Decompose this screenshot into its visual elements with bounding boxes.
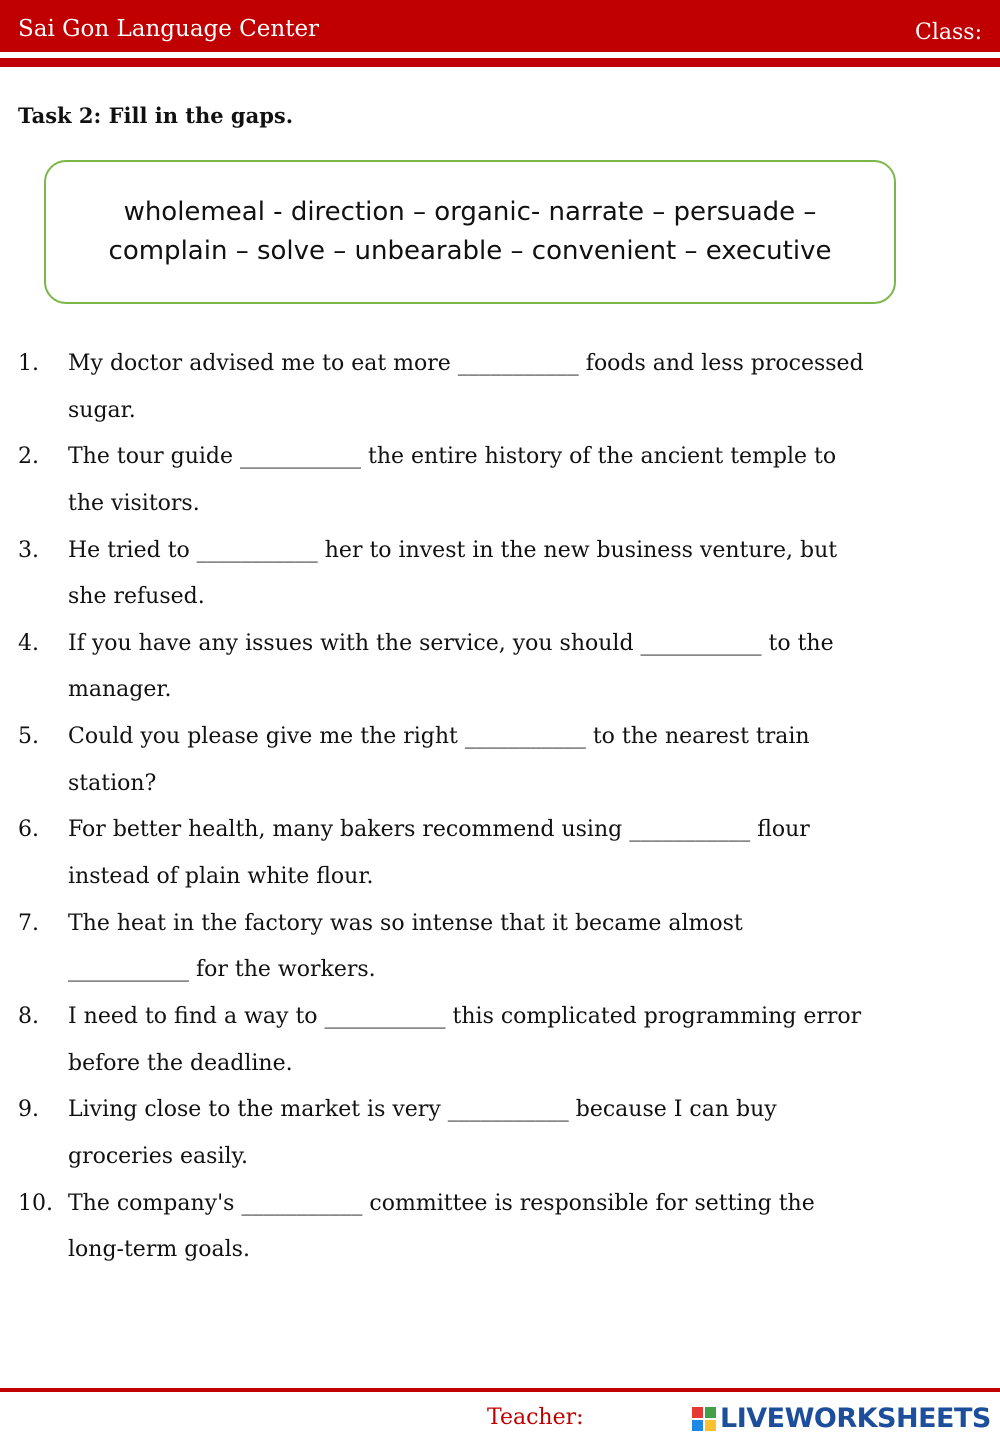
- question-text-line-1: Could you please give me the right ___________ to the nearest train: [68, 724, 810, 750]
- question-number: 1.: [18, 351, 39, 376]
- question-text-line-2: the visitors.: [68, 490, 200, 516]
- word-bank-line-1: wholemeal - direction – organic- narrate – persuade –: [123, 197, 817, 227]
- question-text-line-1: The heat in the factory was so intense that it became almost: [68, 910, 743, 936]
- question-text-line-2: ___________ for the workers.: [68, 957, 376, 983]
- question-item: [18, 1181, 988, 1274]
- question-text-line-2: long-term goals.: [68, 1237, 250, 1263]
- question-text-line-1: Living close to the market is very ___________ because I can buy: [68, 1097, 777, 1123]
- question-text-line-2: groceries easily.: [68, 1143, 249, 1169]
- school-name: Sai Gon Language Center: [18, 16, 320, 42]
- word-bank-line-2: complain – solve – unbearable – convenient – executive: [108, 236, 832, 266]
- question-number: 5.: [18, 724, 39, 750]
- question-text-line-1: My doctor advised me to eat more ___________ foods and less processed: [68, 351, 864, 376]
- class-label: Class:: [915, 20, 982, 45]
- question-text-line-1: The tour guide ___________ the entire history of the ancient temple to: [68, 444, 837, 470]
- logo-text: LIVEWORKSHEETS: [720, 1403, 991, 1434]
- question-number: 10.: [18, 1190, 53, 1216]
- question-text-line-2: instead of plain white flour.: [68, 863, 374, 889]
- task-title: Task 2: Fill in the gaps.: [18, 103, 294, 128]
- question-number: 9.: [18, 1097, 39, 1123]
- question-text-line-2: before the deadline.: [68, 1050, 293, 1076]
- question-text-line-1: The company's ___________ committee is responsible for setting the: [68, 1190, 815, 1216]
- question-text-line-1: If you have any issues with the service, you should ___________ to the: [68, 630, 834, 656]
- question-item: [18, 714, 988, 807]
- question-text-line-2: sugar.: [68, 397, 136, 423]
- question-number: 2.: [18, 444, 39, 470]
- question-list: [18, 341, 988, 1274]
- question-text-line-1: I need to find a way to ___________ this complicated programming error: [68, 1004, 862, 1030]
- word-bank-box: [44, 160, 896, 304]
- logo-icon: [692, 1407, 716, 1431]
- question-number: 6.: [18, 817, 39, 843]
- question-number: 7.: [18, 910, 39, 936]
- header-divider: [0, 58, 1000, 67]
- teacher-label: Teacher:: [487, 1405, 584, 1430]
- question-number: 3.: [18, 537, 39, 563]
- question-item: [18, 994, 988, 1087]
- question-text-line-1: For better health, many bakers recommend using ___________ flour: [68, 817, 810, 843]
- question-item: [18, 528, 988, 621]
- question-item: [18, 807, 988, 900]
- question-text-line-1: He tried to ___________ her to invest in the new business venture, but: [68, 537, 838, 563]
- question-number: 8.: [18, 1004, 39, 1030]
- question-text-line-2: she refused.: [68, 584, 205, 610]
- question-item: [18, 341, 988, 434]
- question-number: 4.: [18, 630, 39, 656]
- question-item: [18, 1087, 988, 1180]
- question-text-line-2: manager.: [68, 677, 172, 703]
- liveworksheets-logo: [692, 1403, 991, 1434]
- question-text-line-2: station?: [68, 770, 157, 796]
- question-item: [18, 621, 988, 714]
- question-item: [18, 434, 988, 527]
- question-item: [18, 901, 988, 994]
- footer-divider: [0, 1388, 1000, 1392]
- header-bar: [0, 0, 1000, 52]
